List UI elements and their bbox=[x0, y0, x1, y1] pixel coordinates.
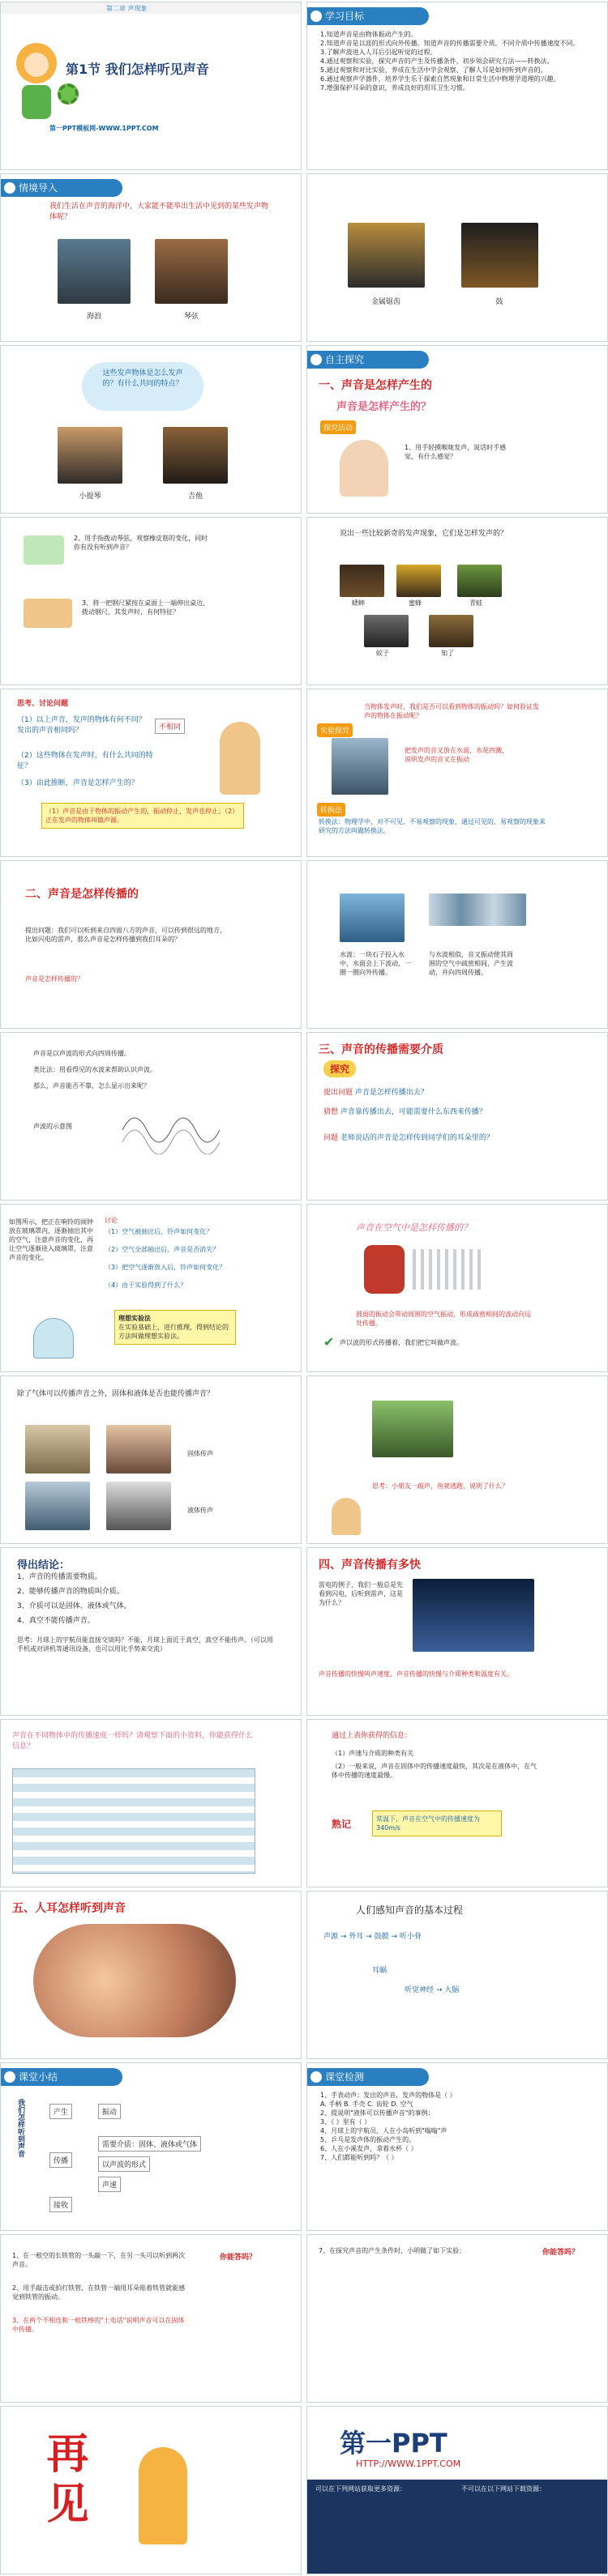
check-item: 2、提说明"液体可以传播声音"的事例： bbox=[320, 2109, 435, 2117]
check-item: 7、人们都能听到吗？（ ） bbox=[320, 2154, 398, 2161]
conclusion-title: 得出结论： bbox=[17, 1559, 71, 1572]
drum-figure bbox=[364, 1245, 405, 1294]
goal-item: 5.通过观察和对比实验，养成在生活中学会观察、了解人耳是如何听到声音的。 bbox=[320, 66, 547, 74]
slide-brand bbox=[306, 2406, 608, 2574]
info-col-1: 可以在下列网站获取更多资源： bbox=[315, 2485, 406, 2493]
step-2: 2、用手指拨动琴弦，观察橡皮筋的变化，同时你有没有听到声音？ bbox=[74, 535, 208, 551]
process-chain: 声源 → 外耳 → 鼓膜 → 听小骨 bbox=[323, 1933, 422, 1941]
violin-caption: 小提琴 bbox=[79, 493, 101, 501]
drum-image bbox=[461, 223, 538, 288]
slide-solid-liquid bbox=[0, 1375, 302, 1544]
ideal-experiment-text: 在实验基础上，进行推理，得到结论的方法叫做理想实验法。 bbox=[118, 1324, 229, 1340]
discussion-title: 思考、讨论问题 bbox=[17, 700, 69, 708]
string-caption: 琴弦 bbox=[183, 313, 199, 321]
brand-text: 第一PPT模板网-WWW.1PPT.COM bbox=[49, 125, 159, 132]
method-tag: 转换法 bbox=[317, 803, 345, 817]
wave-caption: 海浪 bbox=[86, 313, 101, 321]
girl-image bbox=[106, 1425, 171, 1474]
check-item: 5、乒乓是发声体的振动产生的。 bbox=[320, 2136, 416, 2143]
label-mosquito: 蚊子 bbox=[376, 650, 389, 657]
explore-banner: 探究 bbox=[323, 1060, 356, 1077]
saw-caption: 金属锯齿 bbox=[370, 298, 400, 306]
exercise-3: 3、在两个不相连和一根铁棒的"土电话"说明声音可以在固体中传播。 bbox=[12, 2317, 185, 2333]
string-image bbox=[155, 239, 228, 304]
process-ear: 耳蜗 bbox=[372, 1967, 387, 1975]
explore-title: 自主探究 bbox=[307, 351, 429, 369]
title-dot-icon bbox=[310, 11, 322, 22]
air-caption: 与水波相似，音叉振动使其周围的空气中疏密相间，产生波动，并向四周传播。 bbox=[429, 951, 513, 976]
brand-logo: 第一PPT bbox=[340, 2428, 447, 2459]
slide-creatures bbox=[306, 517, 608, 685]
air-wave-image bbox=[429, 893, 526, 926]
intro-title: 情境导入 bbox=[1, 179, 122, 197]
check-item: 4、月球上的宇航员，人在小岛听到"嗡嗡"声 bbox=[320, 2127, 447, 2135]
propagation-section: 二、声音是怎样传播的 bbox=[25, 888, 139, 901]
discussion-q2: （2）这些物体在发声时，有什么共同的特征？ bbox=[17, 752, 153, 770]
process-nerve: 听觉神经 → 大脑 bbox=[405, 1986, 460, 1994]
discussion-q3: （3）由此推断，声音是怎样产生的？ bbox=[17, 779, 139, 787]
waves-graphic bbox=[413, 1249, 486, 1290]
propagation-text: 提出问题：我们可以听到来自四面八方的声音，可以传到很远的地方，比如闪电的雷声，那么声音是怎样传播到我们耳朵的？ bbox=[25, 927, 226, 943]
violin-image bbox=[58, 427, 122, 484]
check-list bbox=[320, 2091, 547, 2162]
node-vibration: 振动 bbox=[98, 2104, 121, 2119]
title-dot-icon bbox=[4, 182, 15, 194]
title-text: 第1节 我们怎样听见声音 bbox=[66, 62, 209, 77]
slide-question bbox=[0, 345, 302, 514]
conclusion-2: 2、能够传播声音的物质叫介质。 bbox=[17, 1588, 124, 1596]
node-wave-form: 以声波的形式 bbox=[98, 2156, 150, 2172]
summary-root: 我们怎样听到声音 bbox=[16, 2099, 24, 2157]
fish-text: 思考：小朋友一敲声，鱼就逃跑，说明了什么？ bbox=[372, 1482, 508, 1490]
speed-section: 四、声音传播有多快 bbox=[319, 1559, 421, 1572]
speed-table-image bbox=[12, 1768, 255, 1874]
slide-hearing-process bbox=[306, 1891, 608, 2059]
step-1: 1、用手轻摸喉咙发声，说话时手感觉，有什么感觉？ bbox=[405, 444, 507, 460]
fork-text: 当物体发声时，我们是否可以看到物体的振动吗？如何验证发声的物体在振动呢？ bbox=[364, 703, 539, 719]
slide-waves bbox=[306, 860, 608, 1029]
lightning-image bbox=[413, 1579, 534, 1652]
slide-intro-2 bbox=[306, 173, 608, 342]
summary-title: 课堂小结 bbox=[1, 2068, 122, 2086]
step-3: 3、将一把钢尺紧按在桌面上一端伸出桌边，拨动钢尺，其发声时，有何特征？ bbox=[82, 599, 210, 616]
title-dot-icon bbox=[310, 2071, 322, 2083]
info-panel bbox=[307, 2480, 607, 2574]
slide-tuning-fork bbox=[306, 689, 608, 857]
mosquito-image bbox=[364, 615, 409, 647]
guitar-image bbox=[163, 427, 228, 484]
ideal-experiment-title: 理想实验法 bbox=[118, 1315, 151, 1322]
bell-q2: （2）空气全部抽出后，声音是否消失？ bbox=[105, 1246, 220, 1253]
medium-section: 三、声音的传播需要介质 bbox=[319, 1043, 443, 1056]
exercise-7: 7、在探究声音的产生条件时，小明做了如下实验： bbox=[319, 2247, 466, 2254]
bell-q4: （4）由于实验得到了什么？ bbox=[105, 1282, 187, 1289]
ear-diagram bbox=[33, 1924, 236, 2037]
info-2: （2）一般来说，声音在固体中的传播速度最快，其次是在液体中，在气体中传播的速度最慢。 bbox=[332, 1763, 537, 1779]
explore-section: 一、声音是怎样产生的 bbox=[319, 379, 432, 392]
intro-question: 我们生活在声音的海洋中，大家能不能举出生活中见到的某些发声物体呢？ bbox=[49, 203, 269, 221]
title-dot-icon bbox=[4, 2071, 15, 2083]
speed-fact: 常温下，声音在空气中的传播速度为340m/s bbox=[372, 1810, 502, 1836]
node-propagate: 传播 bbox=[49, 2152, 72, 2168]
node-receive: 接收 bbox=[49, 2197, 72, 2212]
girl-figure bbox=[139, 2447, 187, 2544]
badge-answer-2: 你能答吗？ bbox=[542, 2249, 580, 2257]
air-result: 声以波的形式传播着，我们把它叫做声波。 bbox=[340, 1339, 463, 1346]
label-cicada: 知了 bbox=[441, 650, 454, 657]
fork-note: 把发声的音叉放在水面，水花四溅，说明发声的音叉在振动 bbox=[405, 747, 508, 763]
water-caption: 水波：一块石子投入水中，水面会上下波动，一圈一圈向外传播。 bbox=[340, 951, 411, 976]
conclusion-1: 1、声音的传播需要物质。 bbox=[17, 1573, 102, 1581]
water-wave-image bbox=[340, 893, 405, 942]
info-1: （1）声速与介质的种类有关 bbox=[332, 1750, 414, 1757]
explore-question: 声音是怎样产生的？ bbox=[336, 401, 432, 413]
solid-label: 固体传声 bbox=[187, 1450, 213, 1457]
wave-label: 声波的示意图 bbox=[33, 1123, 72, 1130]
fork-image bbox=[332, 738, 388, 795]
slide-intro bbox=[0, 173, 302, 342]
gear-icon bbox=[58, 83, 79, 104]
label-frog: 青蛙 bbox=[469, 599, 482, 607]
goal-item: 4.通过观察和实验，探究声音的产生及传播条件，初步领会研究方法——转换法。 bbox=[320, 58, 554, 65]
goal-item: 6.通过观察声学器件，培养学生乐于探索自然现象和日常生活中物理学道理的兴趣。 bbox=[320, 75, 560, 83]
slide-sound-wave bbox=[0, 1032, 302, 1201]
memorize-label: 熟记 bbox=[332, 1819, 352, 1830]
slide-summary bbox=[0, 2062, 302, 2231]
speed-text: 雷电的例子，我们一般总是先看到闪电，后听到雷声，这是为什么？ bbox=[319, 1581, 403, 1606]
wave-text-2: 类比法：用看得见的水波来帮助认识声波。 bbox=[33, 1066, 156, 1073]
slide-bell-jar bbox=[0, 1204, 302, 1372]
discussion-answer: （1）声音是由于物体的振动产生的，振动停止，发声也停止；（2）正在发声的物体叫做声源。 bbox=[41, 803, 244, 829]
bee-image bbox=[396, 565, 441, 597]
title-dot-icon bbox=[310, 354, 322, 365]
check-title: 课堂检测 bbox=[307, 2068, 429, 2086]
cartoon-girl bbox=[12, 43, 61, 124]
slide-medium bbox=[306, 1032, 608, 1201]
speed-data-question: 声音在不同物体中的传播速度一样吗？请观察下面的小资料，你能获得什么信息？ bbox=[12, 1732, 254, 1751]
ruler-figure bbox=[24, 599, 72, 628]
fishing-image bbox=[372, 1401, 453, 1457]
slide-steps bbox=[0, 517, 302, 685]
ear-section: 五、人耳怎样听到声音 bbox=[12, 1902, 126, 1915]
teacher-figure bbox=[220, 722, 260, 795]
goals-list bbox=[320, 30, 599, 92]
label-cricket: 蟋蟀 bbox=[352, 599, 365, 607]
slide-propagation bbox=[0, 860, 302, 1029]
medium-p3: 问题 老师说话的声音是怎样传到同学们的耳朵里的？ bbox=[323, 1134, 494, 1142]
slide-ear bbox=[0, 1891, 302, 2059]
activity-tag: 探究活动 bbox=[320, 420, 356, 434]
cicada-image bbox=[429, 615, 473, 647]
bell-intro: 如图所示，把正在响铃的闹钟放在玻璃罩内，逐渐抽出其中的空气，注意声音的变化，再让空气逐渐进入玻璃罩，注意声音的变化。 bbox=[9, 1218, 93, 1261]
wave-image bbox=[58, 239, 131, 304]
slide-exercise bbox=[0, 2234, 302, 2403]
check-icon: ✔ bbox=[323, 1334, 335, 1350]
answer-box: 不相同 bbox=[155, 719, 185, 734]
goal-item: 7.增强保护耳朵的意识，养成良好的用耳卫生习惯。 bbox=[320, 84, 469, 92]
saw-image bbox=[348, 223, 425, 288]
check-item: 6、人在小溪发声，拿着水杯（ ） bbox=[320, 2145, 417, 2152]
node-speed: 声速 bbox=[98, 2177, 121, 2192]
wall-image bbox=[25, 1482, 90, 1530]
topbar-text: 第二章 声现象 bbox=[106, 5, 148, 12]
exercise-1: 1、在一根空的长铁管的一头敲一下，在另一头可以听到两次声音。 bbox=[12, 2252, 186, 2268]
goal-item: 1.知道声音是由物体振动产生的。 bbox=[320, 31, 417, 38]
speed-result: 声音传播的快慢叫声速度，声音传播的快慢与介质种类和温度有关。 bbox=[319, 1670, 513, 1678]
cricket-image bbox=[340, 565, 384, 597]
solid-text: 除了气体可以传播声音之外，固体和液体是否也能传播声音？ bbox=[17, 1390, 215, 1398]
slide-title bbox=[0, 2, 302, 170]
slide-speed-info bbox=[306, 1719, 608, 1887]
slide-conclusion bbox=[0, 1547, 302, 1716]
experiment-tag: 实验探究 bbox=[317, 723, 353, 737]
info-title: 通过上表你获得的信息： bbox=[332, 1732, 413, 1740]
bell-q1: （1）空气被抽出后，铃声如何变化？ bbox=[105, 1228, 213, 1235]
frog-image bbox=[457, 565, 502, 597]
air-title: 声音在空气中是怎样传播的？ bbox=[356, 1222, 472, 1233]
goal-item: 3.了解声波进入人耳后引起听觉的过程。 bbox=[320, 49, 437, 56]
slide-exercise-2 bbox=[306, 2234, 608, 2403]
slide-speed-data bbox=[0, 1719, 302, 1887]
slide-check bbox=[306, 2062, 608, 2231]
cloud-question: 这些发声物体是怎么发声的？有什么共同的特点？ bbox=[102, 369, 183, 388]
bell-q3: （3）把空气逐渐放入后，铃声如何变化？ bbox=[105, 1264, 226, 1271]
goodbye-word: 再见 bbox=[39, 2431, 88, 2531]
medium-p2: 猜想 声音靠传播出去，可能需要什么东西来传播？ bbox=[323, 1108, 486, 1116]
label-bee: 蜜蜂 bbox=[409, 599, 422, 607]
ear-listen-image bbox=[106, 1482, 171, 1530]
conclusion-3: 3、介质可以是固体、液体或气体。 bbox=[17, 1602, 131, 1610]
conclusion-extra: 思考：月球上的宇航员能直接交谈吗？不能，月球上面近于真空，真空不能传声。（可以用手机或对讲机等通讯设备，也可以用比手势来交流） bbox=[17, 1636, 273, 1653]
brand-url: HTTP://WWW.1PPT.COM bbox=[356, 2459, 461, 2469]
method-text: 转换法：物理学中，对不可见、不易观察的现象，通过可见的、易观察的现象来研究的方法叫做转换法。 bbox=[319, 818, 546, 834]
info-col-2: 不可以在以下网站下载资源： bbox=[461, 2485, 546, 2493]
slide-goodbye bbox=[0, 2406, 302, 2574]
table-image bbox=[25, 1425, 90, 1474]
check-item: 3、《 》里有（ ） bbox=[320, 2118, 371, 2126]
process-title: 人们感知声音的基本过程 bbox=[356, 1904, 464, 1916]
sound-wave-diagram bbox=[122, 1106, 220, 1154]
discussion-q1: （1）以上声音，发声的物体有何不同？发出的声音相同吗？ bbox=[17, 716, 146, 735]
liquid-label: 液体传声 bbox=[187, 1507, 213, 1514]
slide-explore bbox=[306, 345, 608, 514]
drum-caption: 鼓 bbox=[495, 298, 503, 306]
throat-figure bbox=[340, 440, 388, 497]
rubber-band-figure bbox=[24, 535, 64, 565]
wave-text-1: 声音是以声波的形式向四周传播。 bbox=[33, 1050, 131, 1057]
slide-learning-goals bbox=[306, 2, 608, 170]
guitar-caption: 吉他 bbox=[187, 493, 203, 501]
wave-text-3: 那么，声音能否不靠，怎么显示出来呢？ bbox=[33, 1082, 150, 1090]
propagation-question: 声音是怎样传播的？ bbox=[25, 975, 83, 983]
slide-air-propagation bbox=[306, 1204, 608, 1372]
conclusion-4: 4、真空不能传播声音。 bbox=[17, 1617, 95, 1625]
goals-title: 学习目标 bbox=[307, 7, 429, 25]
check-item: A. 手柄 B. 手壳 C. 齿轮 D. 空气 bbox=[320, 2100, 413, 2108]
slide-discussion bbox=[0, 689, 302, 857]
badge-answer: 你能答吗？ bbox=[220, 2254, 257, 2262]
node-produce: 产生 bbox=[49, 2104, 72, 2119]
ideal-experiment-box bbox=[114, 1310, 236, 1345]
child-figure bbox=[332, 1498, 361, 1535]
exercise-2: 2、用手敲击或拍打铁管，在铁管一端用耳朵贴着铁管就能感觉到铁管的振动。 bbox=[12, 2284, 186, 2301]
medium-p1: 提出问题 声音是怎样传播出去？ bbox=[323, 1089, 428, 1097]
bell-jar-figure bbox=[33, 1318, 74, 1358]
goal-item: 2.知道声音是以波的形式向外传播。知道声音的传播需要介质，不同介质中传播速度不同。 bbox=[320, 40, 580, 47]
air-text: 鼓面的振动会带动周围的空气振动，形成疏密相间的波动向远处传播。 bbox=[356, 1311, 531, 1327]
discuss-label: 讨论 bbox=[105, 1217, 118, 1224]
creatures-question: 说出一些比较新奇的发声现象，它们是怎样发声的？ bbox=[340, 530, 508, 538]
slide-speed bbox=[306, 1547, 608, 1716]
check-item: 1、手表动声：发出的声音，发声的物体是（ ） bbox=[320, 2092, 456, 2099]
node-medium: 需要介质：固体、液体或气体 bbox=[98, 2136, 201, 2152]
slide-fish bbox=[306, 1375, 608, 1544]
